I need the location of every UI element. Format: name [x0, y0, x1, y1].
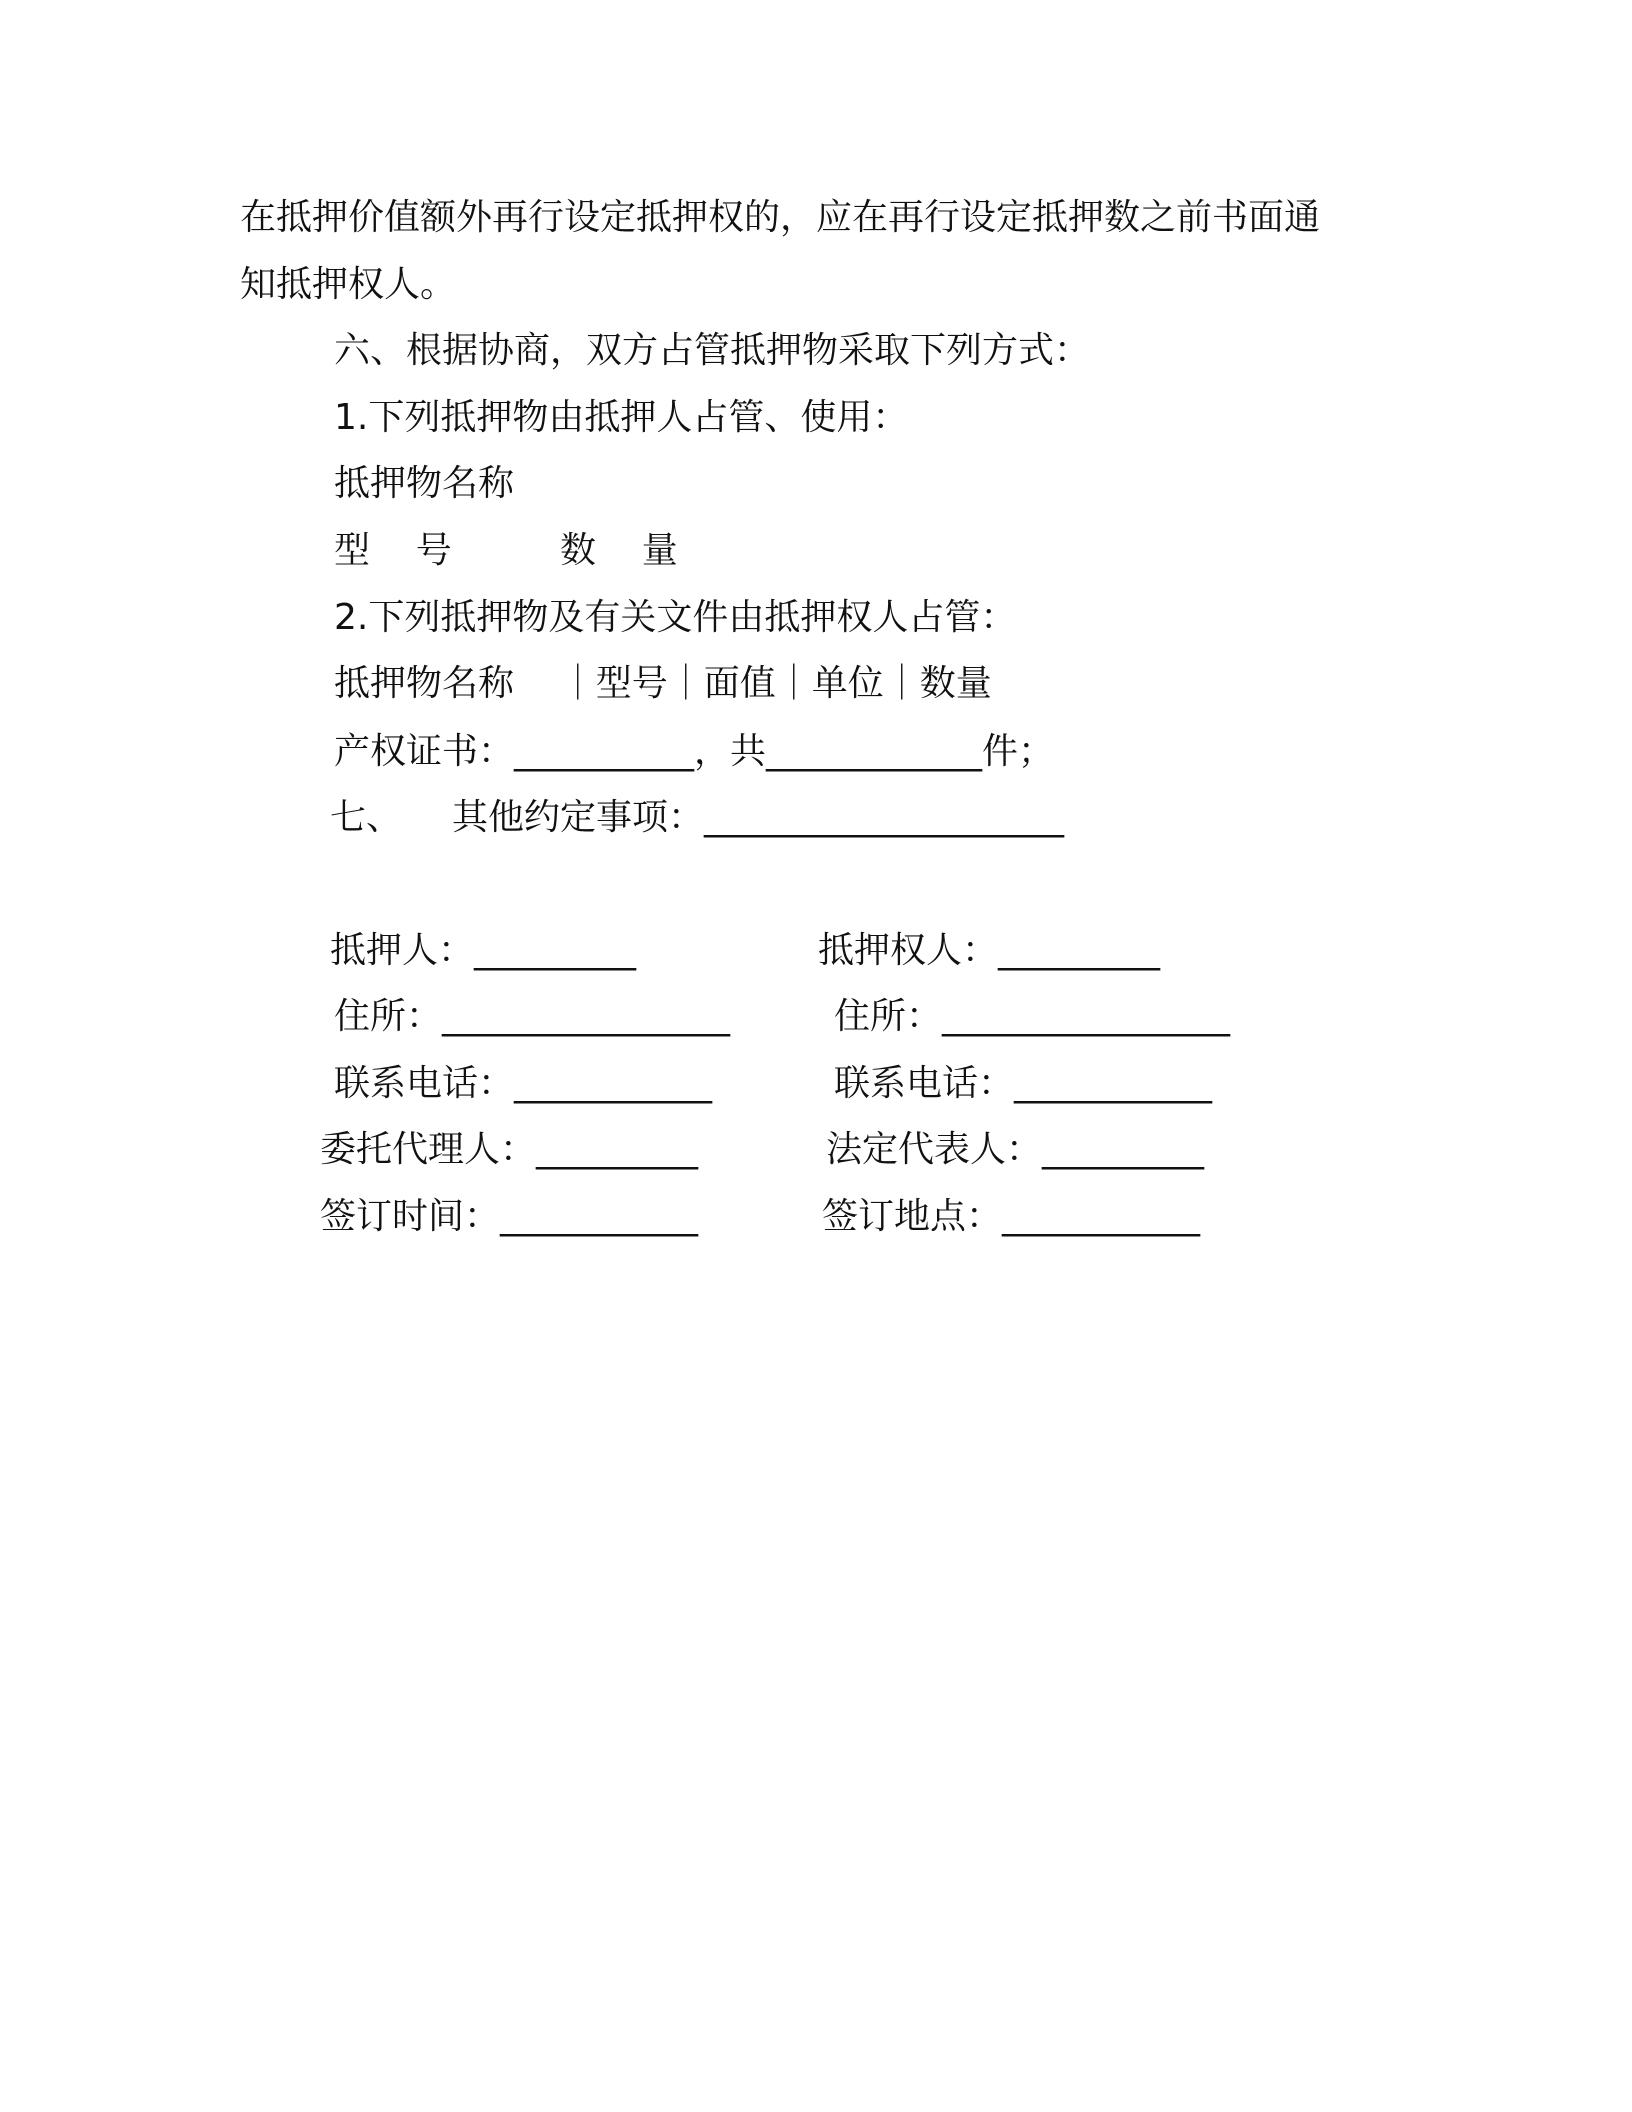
certificate-middle: ，共	[694, 731, 767, 772]
legal-rep-line	[826, 1125, 1204, 1175]
mortgagee-phone-line	[834, 1059, 1212, 1109]
mortgagor-label: 抵押人：	[330, 930, 475, 971]
paragraph-line-2: 知抵押权人。	[240, 264, 457, 305]
mortgagee-phone-label: 联系电话：	[834, 1063, 1015, 1104]
item-1-title: 1.下列抵押物由抵押人占管、使用：	[334, 397, 909, 438]
mortgagee-address-field[interactable]: ________________	[942, 996, 1231, 1037]
certificate-number-field[interactable]: __________	[514, 731, 695, 772]
mortgagor-address-field[interactable]: ________________	[442, 996, 731, 1037]
agent-line	[320, 1125, 698, 1175]
section-7-number: 七、	[330, 797, 403, 838]
signing-place-label: 签订地点：	[822, 1196, 1003, 1237]
item-1-name-label: 抵押物名称	[334, 463, 515, 504]
agent-label: 委托代理人：	[320, 1129, 537, 1170]
item-2-title: 2.下列抵押物及有关文件由抵押权人占管：	[334, 597, 1017, 638]
other-terms-field[interactable]: ____________________	[704, 797, 1065, 838]
paragraph-line-1: 在抵押价值额外再行设定抵押权的，应在再行设定抵押数之前书面通	[240, 197, 1321, 238]
mortgagee-address-line	[834, 992, 1230, 1042]
item-1-quantity-label: 数 量	[560, 530, 678, 571]
legal-rep-field[interactable]: _________	[1042, 1129, 1205, 1170]
mortgagee-address-label: 住所：	[834, 996, 943, 1037]
certificate-prefix: 产权证书：	[334, 731, 515, 772]
agent-field[interactable]: _________	[536, 1129, 699, 1170]
mortgagee-label: 抵押权人：	[818, 930, 999, 971]
certificate-line	[334, 727, 1054, 777]
section-6-heading: 六、根据协商，双方占管抵押物采取下列方式：	[334, 330, 1091, 371]
mortgagee-phone-field[interactable]: ___________	[1014, 1063, 1213, 1104]
item-1-model-label: 型 号	[334, 530, 452, 571]
mortgagor-line	[330, 926, 636, 976]
signing-date-field[interactable]: ___________	[500, 1196, 699, 1237]
mortgagor-phone-line	[334, 1059, 712, 1109]
section-7-label: 其他约定事项：	[452, 797, 705, 838]
signing-date-label: 签订时间：	[320, 1196, 501, 1237]
mortgagee-line	[818, 926, 1160, 976]
item-2-table-header: 抵押物名称 ｜型号｜面值｜单位｜数量	[334, 663, 992, 704]
mortgagee-field[interactable]: _________	[998, 930, 1161, 971]
certificate-suffix: 件；	[982, 731, 1055, 772]
legal-rep-label: 法定代表人：	[826, 1129, 1043, 1170]
signing-place-field[interactable]: ___________	[1002, 1196, 1201, 1237]
signing-place-line	[822, 1192, 1200, 1242]
section-7-line	[330, 793, 1064, 843]
certificate-count-field[interactable]: ____________	[766, 731, 983, 772]
mortgagor-phone-field[interactable]: ___________	[514, 1063, 713, 1104]
mortgagor-address-label: 住所：	[334, 996, 443, 1037]
signing-date-line	[320, 1192, 698, 1242]
mortgagor-phone-label: 联系电话：	[334, 1063, 515, 1104]
mortgagor-field[interactable]: _________	[474, 930, 637, 971]
mortgagor-address-line	[334, 992, 730, 1042]
